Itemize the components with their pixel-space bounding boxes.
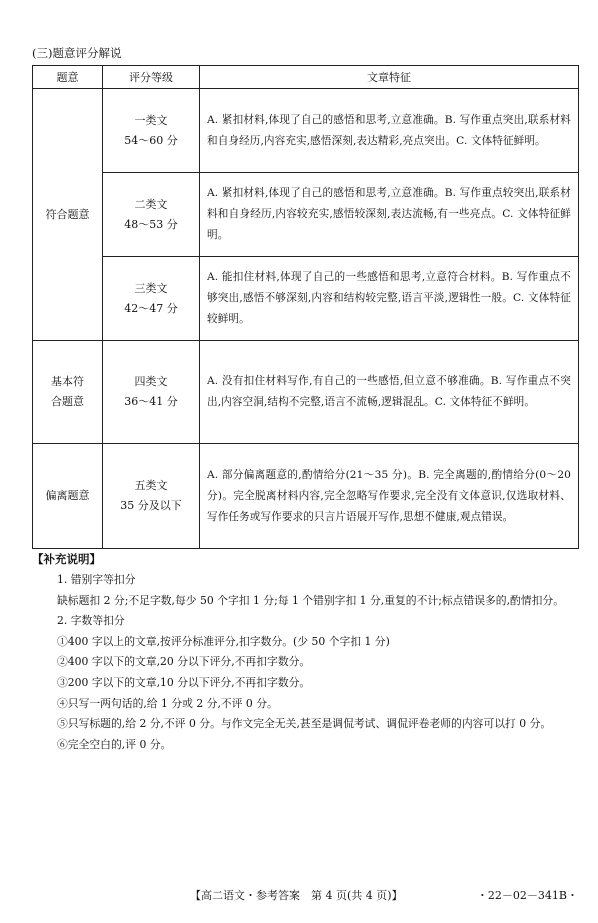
footer-page-info: 【高二语文・参考答案 第 4 页(共 4 页)】: [190, 889, 403, 902]
rule-item: ④只写一两句话的,给 1 分或 2 分,不评 0 分。: [57, 696, 278, 710]
header-feature: 文章特征: [200, 66, 579, 89]
level-cell: [103, 341, 200, 444]
topic-cell: [33, 341, 103, 444]
topic-line: 合题意: [51, 395, 84, 408]
topic-line: 基本符: [51, 375, 84, 388]
level-score: 36～41 分: [124, 395, 178, 408]
header-topic: 题意: [33, 66, 103, 89]
feature-cell: A. 紧扣材料,体现了自己的感悟和思考,立意准确。B. 写作重点较突出,联系材料和自身经历,内容较充实,感悟较深刻,表达流畅,有一些亮点。C. 文体特征鲜明。: [200, 173, 579, 257]
table-row: [33, 257, 579, 341]
item1-text: 缺标题扣 2 分;不足字数,每少 50 个字扣 1 分;每 1 个错别字扣 1 分,重复的不计;标点错误多的,酌情扣分。: [57, 593, 565, 607]
level-cell: [103, 444, 200, 549]
feature-cell: A. 能扣住材料,体现了自己的一些感悟和思考,立意符合材料。B. 写作重点不够突出,感悟不够深刻,内容和结构较完整,语言平淡,逻辑性一般。C. 文体特征较鲜明。: [200, 257, 579, 341]
table-row: [33, 89, 579, 173]
supplement-body: [32, 570, 578, 755]
item2-title: 2. 字数等扣分: [57, 614, 125, 628]
table-header-row: [33, 66, 579, 89]
level-name: 三类文: [134, 281, 168, 295]
topic-cell: 偏离题意: [33, 444, 103, 549]
rule-item: ⑤只写标题的,给 2 分,不评 0 分。与作文完全无关,甚至是调侃考试、调侃评卷老师的内容可以打 0 分。: [57, 717, 552, 731]
rule-item: ①400 字以上的文章,按评分标准评分,扣字数分。(少 50 个字扣 1 分): [57, 634, 390, 648]
level-name: 四类文: [134, 375, 168, 388]
header-level: 评分等级: [103, 66, 200, 89]
grading-table: [32, 65, 579, 549]
level-name: 五类文: [134, 479, 168, 492]
level-cell: [103, 257, 200, 341]
section-title: (三)题意评分解说: [32, 46, 122, 60]
level-name: 一类文: [134, 113, 168, 127]
level-cell: [103, 173, 200, 257]
level-name: 二类文: [134, 197, 168, 211]
supplement-title: 【补充说明】: [32, 552, 101, 566]
level-score: 35 分及以下: [120, 499, 182, 512]
footer-code: ・22－02－341B・: [476, 889, 578, 902]
table-row: [33, 341, 579, 444]
rule-item: ③200 字以下的文章,10 分以下评分,不再扣字数分。: [57, 675, 311, 689]
level-score: 54～60 分: [124, 133, 178, 147]
feature-cell: A. 没有扣住材料写作,有自己的一些感悟,但立意不够准确。B. 写作重点不突出,内容空洞,结构不完整,语言不流畅,逻辑混乱。C. 文体特征不鲜明。: [200, 341, 579, 444]
feature-cell: A. 紧扣材料,体现了自己的感悟和思考,立意准确。B. 写作重点突出,联系材料和自身经历,内容充实,感悟深刻,表达精彩,亮点突出。C. 文体特征鲜明。: [200, 89, 579, 173]
level-score: 48～53 分: [124, 217, 178, 231]
level-score: 42～47 分: [124, 301, 178, 315]
table-row: [33, 444, 579, 549]
level-cell: [103, 89, 200, 173]
topic-cell: 符合题意: [33, 89, 103, 341]
rule-item: ⑥完全空白的,评 0 分。: [57, 737, 172, 751]
feature-cell: A. 部分偏离题意的,酌情给分(21～35 分)。B. 完全离题的,酌情给分(0～20 分)。完全脱离材料内容,完全忽略写作要求,完全没有文体意识,仅选取材料、写作任务或写作要求的只言片语展开写作,思想不健康,观点错误。: [200, 444, 579, 549]
rule-item: ②400 字以下的文章,20 分以下评分,不再扣字数分。: [57, 655, 311, 669]
table-row: [33, 173, 579, 257]
item1-title: 1. 错别字等扣分: [57, 573, 136, 586]
